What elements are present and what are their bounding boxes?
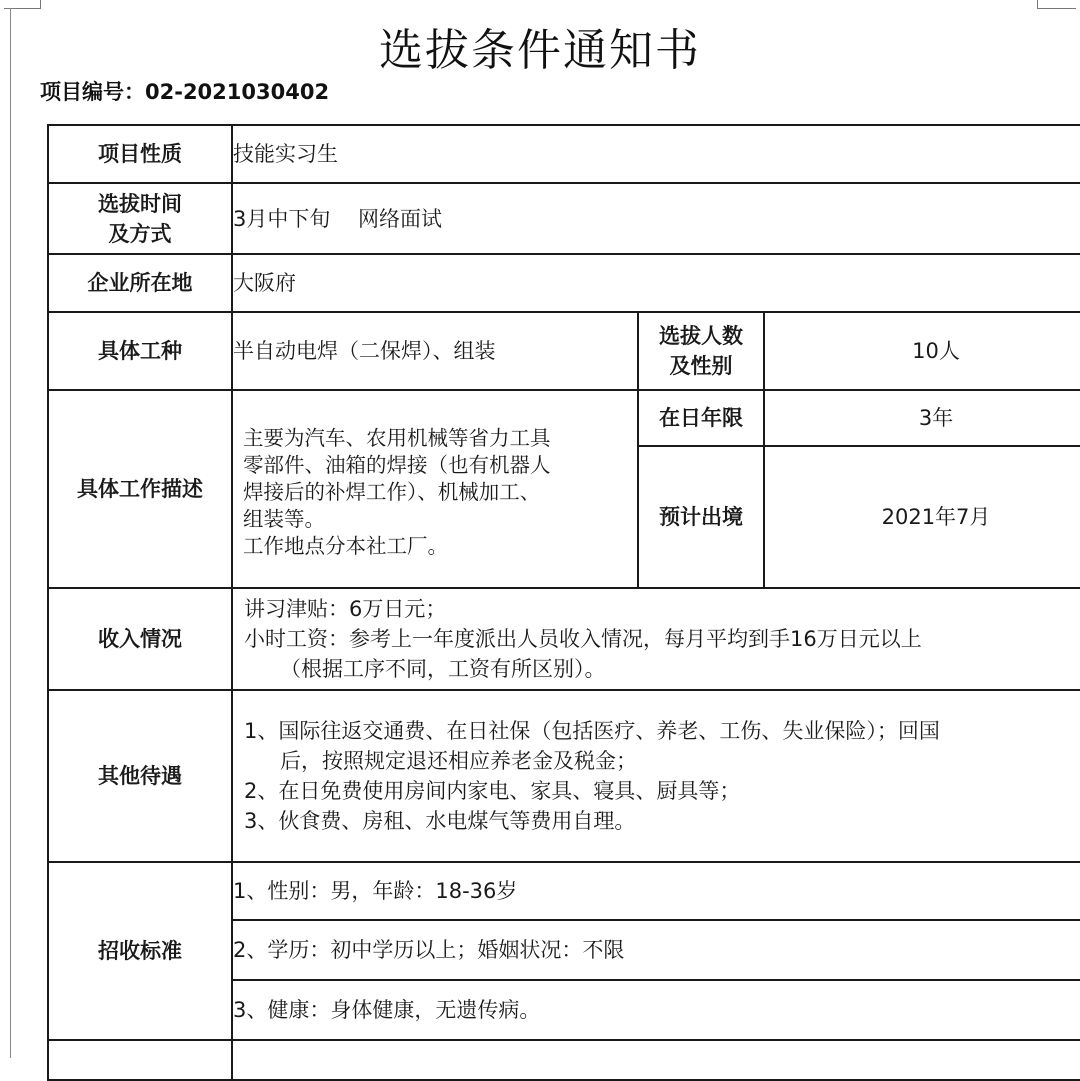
work-description-text bbox=[233, 419, 637, 560]
benefit-item-2: 2、在日免费使用房间内家电、家具、寝具、厨具等； bbox=[244, 779, 741, 803]
label-other-benefits: 其他待遇 bbox=[48, 690, 232, 862]
page-edge-line bbox=[10, 8, 11, 1058]
value-years-in-japan: 3年 bbox=[764, 390, 1080, 446]
label-selection-count-line2: 及性别 bbox=[669, 354, 733, 378]
criteria-item-2: 2、学历：初中学历以上；婚姻状况：不限 bbox=[232, 920, 1080, 980]
label-years-in-japan: 在日年限 bbox=[638, 390, 764, 446]
work-description-line: 焊接后的补焊工作）、机械加工、 bbox=[243, 479, 541, 504]
label-selection-count bbox=[638, 312, 764, 390]
income-text bbox=[233, 594, 1080, 684]
label-selection-time-line1: 选拔时间 bbox=[98, 191, 182, 216]
document-title: 选拔条件通知书 bbox=[379, 25, 701, 76]
project-number: 项目编号：02-2021030402 bbox=[40, 80, 330, 104]
label-company-location: 企业所在地 bbox=[48, 254, 232, 312]
benefits-text bbox=[233, 716, 1080, 836]
value-selection-count: 10人 bbox=[764, 312, 1080, 390]
row-company-location bbox=[48, 254, 1080, 312]
row-selection-time bbox=[48, 183, 1080, 254]
row-criteria-1 bbox=[48, 862, 1080, 920]
value-work-description bbox=[232, 390, 638, 588]
benefit-item-1-continued: 后，按照规定退还相应养老金及税金； bbox=[280, 749, 637, 773]
label-recruitment-criteria: 招收标准 bbox=[48, 862, 232, 1040]
criteria-item-3: 3、健康：身体健康，无遗传病。 bbox=[232, 980, 1080, 1040]
row-next-cutoff bbox=[48, 1040, 1080, 1080]
benefit-item-1: 1、国际往返交通费、在日社保（包括医疗、养老、工伤、失业保险）；回国 bbox=[244, 719, 940, 743]
value-income bbox=[232, 588, 1080, 690]
income-line-allowance: 讲习津贴：6万日元； bbox=[244, 597, 447, 621]
value-other-benefits bbox=[232, 690, 1080, 862]
label-work-description: 具体工作描述 bbox=[48, 390, 232, 588]
value-selection-time: 3月中下旬 网络面试 bbox=[232, 183, 1080, 254]
next-row-label-cell bbox=[48, 1040, 232, 1080]
label-selection-time bbox=[48, 183, 232, 254]
label-project-nature: 项目性质 bbox=[48, 125, 232, 183]
value-company-location: 大阪府 bbox=[232, 254, 1080, 312]
value-job-type: 半自动电焊（二保焊）、组装 bbox=[232, 312, 638, 390]
benefit-item-3: 3、伙食费、房租、水电煤气等费用自理。 bbox=[244, 809, 636, 833]
value-project-nature: 技能实习生 bbox=[232, 125, 1080, 183]
work-description-line: 组装等。 bbox=[243, 506, 325, 531]
label-selection-time-line2: 及方式 bbox=[108, 221, 172, 246]
row-work-description-top bbox=[48, 390, 1080, 446]
value-expected-departure: 2021年7月 bbox=[764, 446, 1080, 588]
selection-conditions-table bbox=[47, 124, 1080, 1081]
work-description-line: 主要为汽车、农用机械等省力工具 bbox=[243, 425, 551, 450]
row-other-benefits bbox=[48, 690, 1080, 862]
row-income bbox=[48, 588, 1080, 690]
label-job-type: 具体工种 bbox=[48, 312, 232, 390]
work-description-line: 零部件、油箱的焊接（也有机器人 bbox=[243, 452, 551, 477]
row-project-nature bbox=[48, 125, 1080, 183]
criteria-item-1: 1、性别：男，年龄：18-36岁 bbox=[232, 862, 1080, 920]
label-selection-count-line1: 选拔人数 bbox=[659, 324, 743, 348]
page-corner-mark-right bbox=[1037, 0, 1076, 9]
income-line-wage: 小时工资：参考上一年度派出人员收入情况，每月平均到手16万日元以上 bbox=[244, 627, 922, 651]
label-income: 收入情况 bbox=[48, 588, 232, 690]
work-description-line: 工作地点分本社工厂。 bbox=[243, 533, 448, 558]
income-line-note: （根据工序不同，工资有所区别）。 bbox=[280, 657, 606, 681]
row-job-type bbox=[48, 312, 1080, 390]
next-row-value-cell bbox=[232, 1040, 1080, 1080]
label-expected-departure: 预计出境 bbox=[638, 446, 764, 588]
